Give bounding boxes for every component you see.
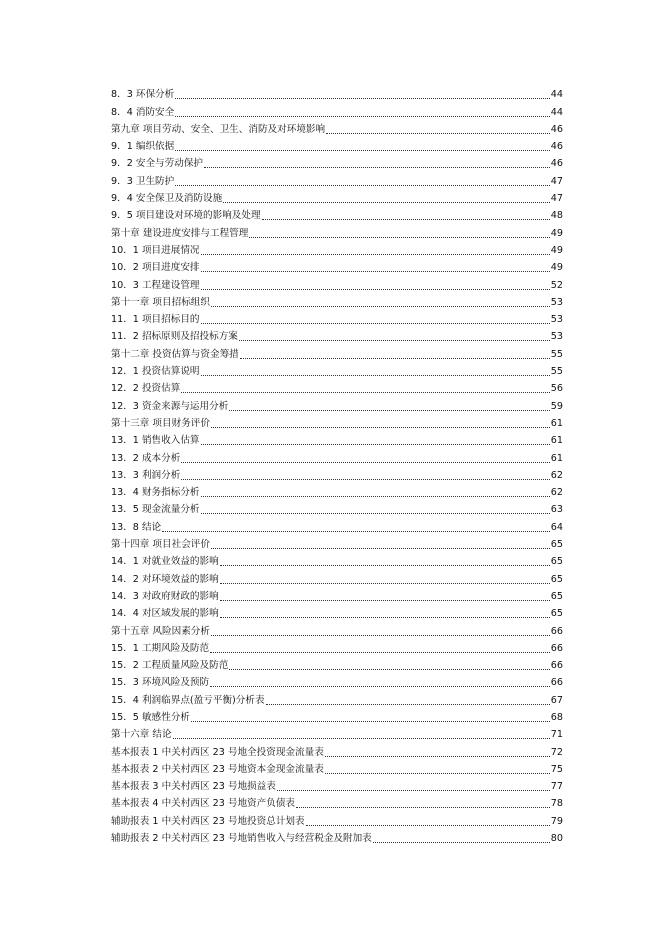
toc-entry[interactable] — [111, 638, 563, 655]
toc-entry[interactable] — [111, 741, 563, 758]
table-of-contents — [111, 84, 563, 845]
toc-entry-title: 第十一章 项目招标组织 — [111, 296, 210, 308]
toc-entry-title: 基本报表 2 中关村西区 23 号地资本金现金流量表 — [111, 763, 324, 775]
toc-entry-title: 14．2 对环境效益的影响 — [111, 573, 219, 585]
toc-dot-leader — [162, 531, 550, 532]
toc-dot-leader — [229, 669, 549, 670]
toc-entry-title: 第十六章 结论 — [111, 729, 172, 741]
toc-page-number: 61 — [550, 417, 563, 429]
toc-entry-title: 13．2 成本分析 — [111, 452, 181, 464]
toc-page-number: 78 — [550, 798, 563, 810]
toc-dot-leader — [325, 756, 550, 757]
toc-entry[interactable] — [111, 343, 563, 360]
toc-entry[interactable] — [111, 689, 563, 706]
toc-page-number: 53 — [550, 331, 563, 343]
toc-dot-leader — [173, 738, 550, 739]
toc-entry[interactable] — [111, 672, 563, 689]
toc-entry-title: 第十二章 投资估算与资金筹措 — [111, 348, 239, 360]
toc-page-number: 44 — [550, 89, 563, 101]
toc-entry[interactable] — [111, 309, 563, 326]
toc-entry-title: 第十五章 风险因素分析 — [111, 625, 210, 637]
toc-entry[interactable] — [111, 516, 563, 533]
toc-page-number: 77 — [550, 781, 563, 793]
toc-dot-leader — [326, 133, 550, 134]
toc-entry-title: 13．4 财务指标分析 — [111, 487, 200, 499]
toc-entry[interactable] — [111, 810, 563, 827]
toc-dot-leader — [201, 271, 550, 272]
toc-page-number: 65 — [550, 608, 563, 620]
toc-page-number: 66 — [550, 642, 563, 654]
toc-dot-leader — [249, 237, 549, 238]
toc-dot-leader — [210, 652, 550, 653]
toc-entry[interactable] — [111, 240, 563, 257]
toc-dot-leader — [181, 479, 549, 480]
toc-page-number: 55 — [550, 348, 563, 360]
toc-dot-leader — [296, 807, 550, 808]
toc-page-number: 75 — [550, 763, 563, 775]
toc-page-number: 46 — [550, 141, 563, 153]
toc-entry[interactable] — [111, 603, 563, 620]
toc-page-number: 61 — [550, 435, 563, 447]
toc-dot-leader — [373, 842, 550, 843]
toc-page-number: 67 — [550, 694, 563, 706]
toc-page-number: 68 — [550, 711, 563, 723]
toc-entry[interactable] — [111, 84, 563, 101]
toc-page-number: 61 — [550, 452, 563, 464]
toc-entry-title: 8．4 消防安全 — [111, 106, 175, 118]
toc-entry[interactable] — [111, 586, 563, 603]
toc-page-number: 49 — [550, 262, 563, 274]
toc-entry-title: 9．2 安全与劳动保护 — [111, 158, 204, 170]
toc-dot-leader — [211, 548, 550, 549]
toc-entry-title: 辅助报表 2 中关村西区 23 号地销售收入与经营税金及附加表 — [111, 833, 372, 845]
toc-entry[interactable] — [111, 222, 563, 239]
toc-page-number: 79 — [550, 815, 563, 827]
toc-dot-leader — [223, 202, 550, 203]
toc-entry[interactable] — [111, 828, 563, 845]
toc-page-number: 49 — [550, 244, 563, 256]
toc-entry[interactable] — [111, 136, 563, 153]
toc-entry-title: 第九章 项目劳动、安全、卫生、消防及对环境影响 — [111, 123, 326, 135]
toc-entry[interactable] — [111, 257, 563, 274]
toc-entry-title: 15．4 利润临界点(盈亏平衡)分析表 — [111, 694, 265, 706]
toc-entry[interactable] — [111, 620, 563, 637]
toc-entry-title: 基本报表 4 中关村西区 23 号地资产负债表 — [111, 798, 296, 810]
toc-dot-leader — [201, 375, 550, 376]
toc-entry[interactable] — [111, 534, 563, 551]
toc-dot-leader — [211, 427, 550, 428]
toc-dot-leader — [175, 185, 550, 186]
toc-page-number: 55 — [550, 366, 563, 378]
toc-page-number: 65 — [550, 539, 563, 551]
toc-entry-title: 辅助报表 1 中关村西区 23 号地投资总计划表 — [111, 815, 305, 827]
toc-dot-leader — [220, 583, 550, 584]
toc-dot-leader — [201, 323, 550, 324]
toc-entry-title: 10．2 项目进度安排 — [111, 262, 200, 274]
toc-entry-title: 15．3 环境风险及预防 — [111, 677, 210, 689]
toc-dot-leader — [201, 513, 550, 514]
toc-dot-leader — [201, 496, 550, 497]
toc-dot-leader — [220, 600, 550, 601]
toc-page-number: 62 — [550, 487, 563, 499]
toc-entry-title: 12．1 投资估算说明 — [111, 366, 200, 378]
toc-page-number: 71 — [550, 729, 563, 741]
toc-page-number: 53 — [550, 296, 563, 308]
toc-page-number: 65 — [550, 590, 563, 602]
toc-entry[interactable] — [111, 292, 563, 309]
toc-page-number: 47 — [550, 193, 563, 205]
toc-entry[interactable] — [111, 205, 563, 222]
toc-page-number: 64 — [550, 521, 563, 533]
toc-entry[interactable] — [111, 378, 563, 395]
toc-entry-title: 基本报表 3 中关村西区 23 号地损益表 — [111, 781, 276, 793]
toc-page-number: 48 — [550, 210, 563, 222]
toc-entry-title: 第十四章 项目社会评价 — [111, 539, 210, 551]
toc-entry-title: 9．3 卫生防护 — [111, 175, 175, 187]
toc-dot-leader — [211, 306, 550, 307]
toc-entry-title: 10．3 工程建设管理 — [111, 279, 200, 291]
toc-page-number: 62 — [550, 469, 563, 481]
toc-dot-leader — [277, 790, 550, 791]
toc-dot-leader — [201, 289, 550, 290]
toc-dot-leader — [325, 773, 550, 774]
toc-page-number: 52 — [550, 279, 563, 291]
toc-entry-title: 9．5 项目建设对环境的影响及处理 — [111, 210, 261, 222]
toc-dot-leader — [211, 635, 550, 636]
toc-entry-title: 15．2 工程质量风险及防范 — [111, 660, 229, 672]
toc-entry-title: 8．3 环保分析 — [111, 89, 175, 101]
toc-dot-leader — [191, 721, 550, 722]
toc-dot-leader — [229, 410, 549, 411]
toc-entry[interactable] — [111, 188, 563, 205]
toc-entry[interactable] — [111, 395, 563, 412]
toc-entry[interactable] — [111, 499, 563, 516]
toc-entry-title: 第十三章 项目财务评价 — [111, 417, 210, 429]
toc-entry-title: 13．5 现金流量分析 — [111, 504, 200, 516]
toc-page-number: 72 — [550, 746, 563, 758]
toc-page-number: 47 — [550, 175, 563, 187]
toc-entry[interactable] — [111, 170, 563, 187]
toc-page-number: 49 — [550, 227, 563, 239]
toc-entry[interactable] — [111, 101, 563, 118]
toc-entry[interactable] — [111, 724, 563, 741]
toc-entry[interactable] — [111, 568, 563, 585]
toc-dot-leader — [220, 565, 550, 566]
toc-entry-title: 14．4 对区域发展的影响 — [111, 608, 219, 620]
toc-entry-title: 15．5 敏感性分析 — [111, 711, 190, 723]
toc-page-number: 80 — [550, 833, 563, 845]
toc-page-number: 59 — [550, 400, 563, 412]
toc-page-number: 44 — [550, 106, 563, 118]
toc-dot-leader — [181, 392, 549, 393]
toc-dot-leader — [266, 704, 550, 705]
toc-entry-title: 13．1 销售收入估算 — [111, 435, 200, 447]
toc-dot-leader — [262, 219, 550, 220]
toc-dot-leader — [175, 150, 550, 151]
toc-page-number: 63 — [550, 504, 563, 516]
toc-entry-title: 12．2 投资估算 — [111, 383, 181, 395]
toc-entry-title: 11．2 招标原则及招投标方案 — [111, 331, 238, 343]
toc-dot-leader — [175, 116, 550, 117]
toc-dot-leader — [239, 340, 550, 341]
toc-entry-title: 10．1 项目进展情况 — [111, 244, 200, 256]
toc-entry[interactable] — [111, 551, 563, 568]
toc-entry[interactable] — [111, 465, 563, 482]
toc-page-number: 46 — [550, 123, 563, 135]
toc-entry[interactable] — [111, 447, 563, 464]
toc-page-number: 66 — [550, 625, 563, 637]
toc-dot-leader — [220, 617, 550, 618]
toc-entry-title: 基本报表 1 中关村西区 23 号地全投资现金流量表 — [111, 746, 324, 758]
toc-entry-title: 15．1 工期风险及防范 — [111, 642, 210, 654]
toc-entry-title: 14．1 对就业效益的影响 — [111, 556, 219, 568]
toc-entry[interactable] — [111, 361, 563, 378]
toc-entry[interactable] — [111, 793, 563, 810]
toc-dot-leader — [240, 358, 550, 359]
toc-entry[interactable] — [111, 776, 563, 793]
toc-dot-leader — [175, 98, 550, 99]
toc-entry-title: 9．1 编织依据 — [111, 141, 175, 153]
toc-entry-title: 12．3 资金来源与运用分析 — [111, 400, 229, 412]
toc-entry[interactable] — [111, 430, 563, 447]
toc-entry[interactable] — [111, 413, 563, 430]
toc-page-number: 65 — [550, 556, 563, 568]
toc-entry-title: 第十章 建设进度安排与工程管理 — [111, 227, 249, 239]
toc-dot-leader — [201, 444, 550, 445]
toc-entry[interactable] — [111, 482, 563, 499]
toc-entry[interactable] — [111, 119, 563, 136]
toc-page-number: 65 — [550, 573, 563, 585]
toc-entry[interactable] — [111, 707, 563, 724]
toc-dot-leader — [210, 686, 550, 687]
toc-entry[interactable] — [111, 153, 563, 170]
toc-entry-title: 14．3 对政府财政的影响 — [111, 590, 219, 602]
toc-page-number: 56 — [550, 383, 563, 395]
toc-page-number: 46 — [550, 158, 563, 170]
toc-dot-leader — [201, 254, 550, 255]
toc-dot-leader — [204, 167, 550, 168]
toc-entry-title: 13．8 结论 — [111, 521, 162, 533]
toc-dot-leader — [306, 825, 550, 826]
toc-dot-leader — [181, 462, 549, 463]
toc-page-number: 66 — [550, 660, 563, 672]
toc-entry[interactable] — [111, 274, 563, 291]
toc-entry[interactable] — [111, 326, 563, 343]
toc-entry[interactable] — [111, 759, 563, 776]
toc-entry[interactable] — [111, 655, 563, 672]
toc-entry-title: 13．3 利润分析 — [111, 469, 181, 481]
toc-entry-title: 9．4 安全保卫及消防设施 — [111, 193, 223, 205]
toc-page-number: 53 — [550, 314, 563, 326]
toc-page-number: 66 — [550, 677, 563, 689]
toc-entry-title: 11．1 项目招标目的 — [111, 314, 200, 326]
